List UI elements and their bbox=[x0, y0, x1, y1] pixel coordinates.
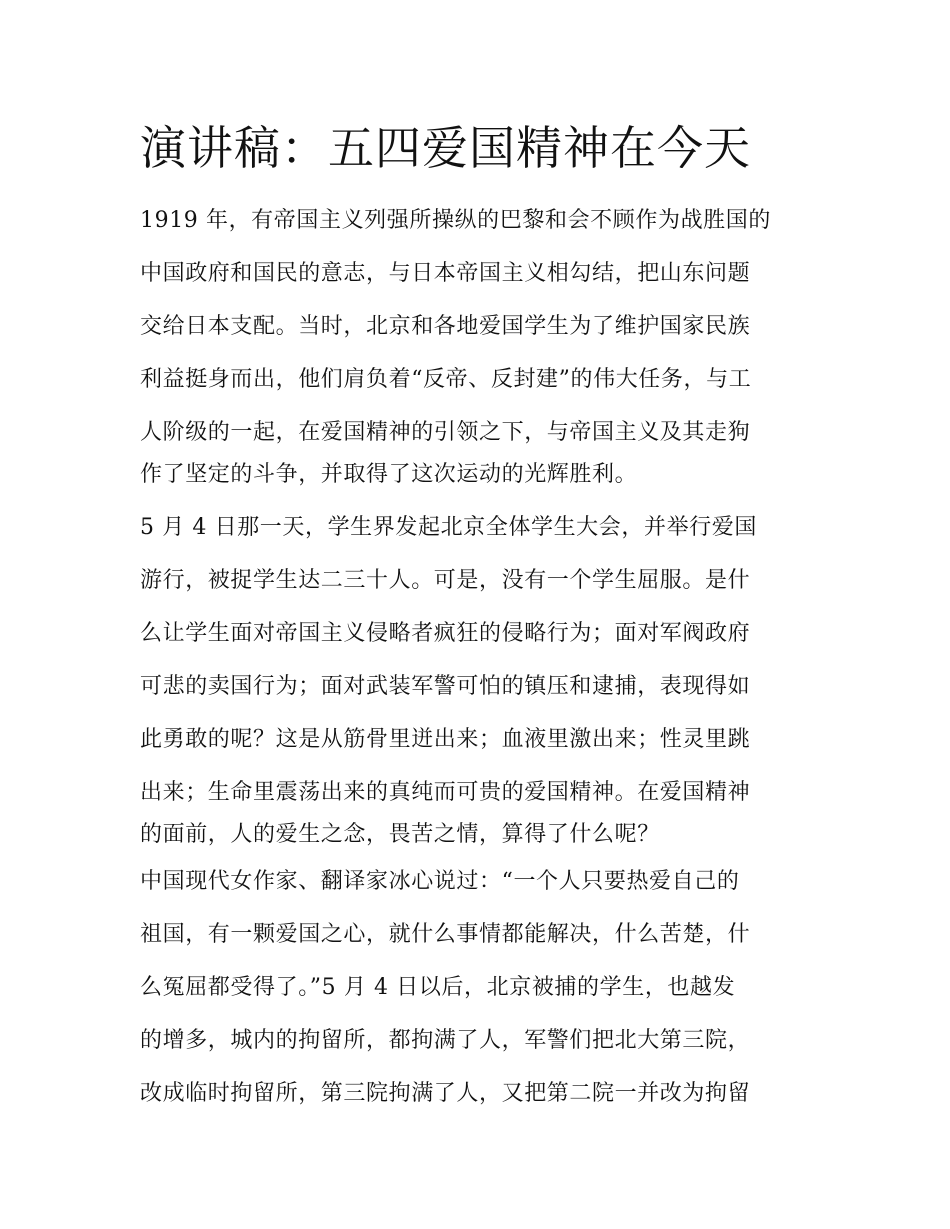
text-line: 的面前，人的爱生之念，畏苦之情，算得了什么呢？ bbox=[140, 822, 660, 847]
document-title: 演讲稿：五四爱国精神在今天 bbox=[140, 121, 751, 175]
text-line: 中国政府和国民的意志，与日本帝国主义相勾结，把山东问题 bbox=[140, 261, 751, 286]
text-line: 改成临时拘留所，第三院拘满了人，又把第二院一并改为拘留 bbox=[140, 1081, 751, 1106]
text-line: 作了坚定的斗争，并取得了这次运动的光辉胜利。 bbox=[140, 462, 638, 487]
text-line: 5 月 4 日那一天，学生界发起北京全体学生大会，并举行爱国 bbox=[140, 515, 757, 540]
text-line: 人阶级的一起，在爱国精神的引领之下，与帝国主义及其走狗 bbox=[140, 420, 751, 445]
text-line: 中国现代女作家、翻译家冰心说过：“一个人只要热爱自己的 bbox=[140, 869, 740, 894]
text-line: 出来；生命里震荡出来的真纯而可贵的爱国精神。在爱国精神 bbox=[140, 780, 751, 805]
text-line: 么让学生面对帝国主义侵略者疯狂的侵略行为；面对军阀政府 bbox=[140, 621, 751, 646]
text-line: 可悲的卖国行为；面对武装军警可怕的镇压和逮捕，表现得如 bbox=[140, 674, 751, 699]
text-line: 游行，被捉学生达二三十人。可是，没有一个学生屈服。是什 bbox=[140, 568, 751, 593]
text-line: 交给日本支配。当时，北京和各地爱国学生为了维护国家民族 bbox=[140, 314, 751, 339]
text-line: 么冤屈都受得了。”5 月 4 日以后，北京被捕的学生，也越发 bbox=[140, 975, 736, 1000]
text-line: 祖国，有一颗爱国之心，就什么事情都能解决，什么苦楚，什 bbox=[140, 922, 751, 947]
text-line: 的增多，城内的拘留所，都拘满了人，军警们把北大第三院， bbox=[140, 1028, 751, 1053]
text-line: 1919 年，有帝国主义列强所操纵的巴黎和会不顾作为战胜国的 bbox=[140, 208, 771, 233]
text-line: 利益挺身而出，他们肩负着“反帝、反封建”的伟大任务，与工 bbox=[140, 367, 752, 392]
text-line: 此勇敢的呢？这是从筋骨里迸出来；血液里激出来；性灵里跳 bbox=[140, 727, 751, 752]
